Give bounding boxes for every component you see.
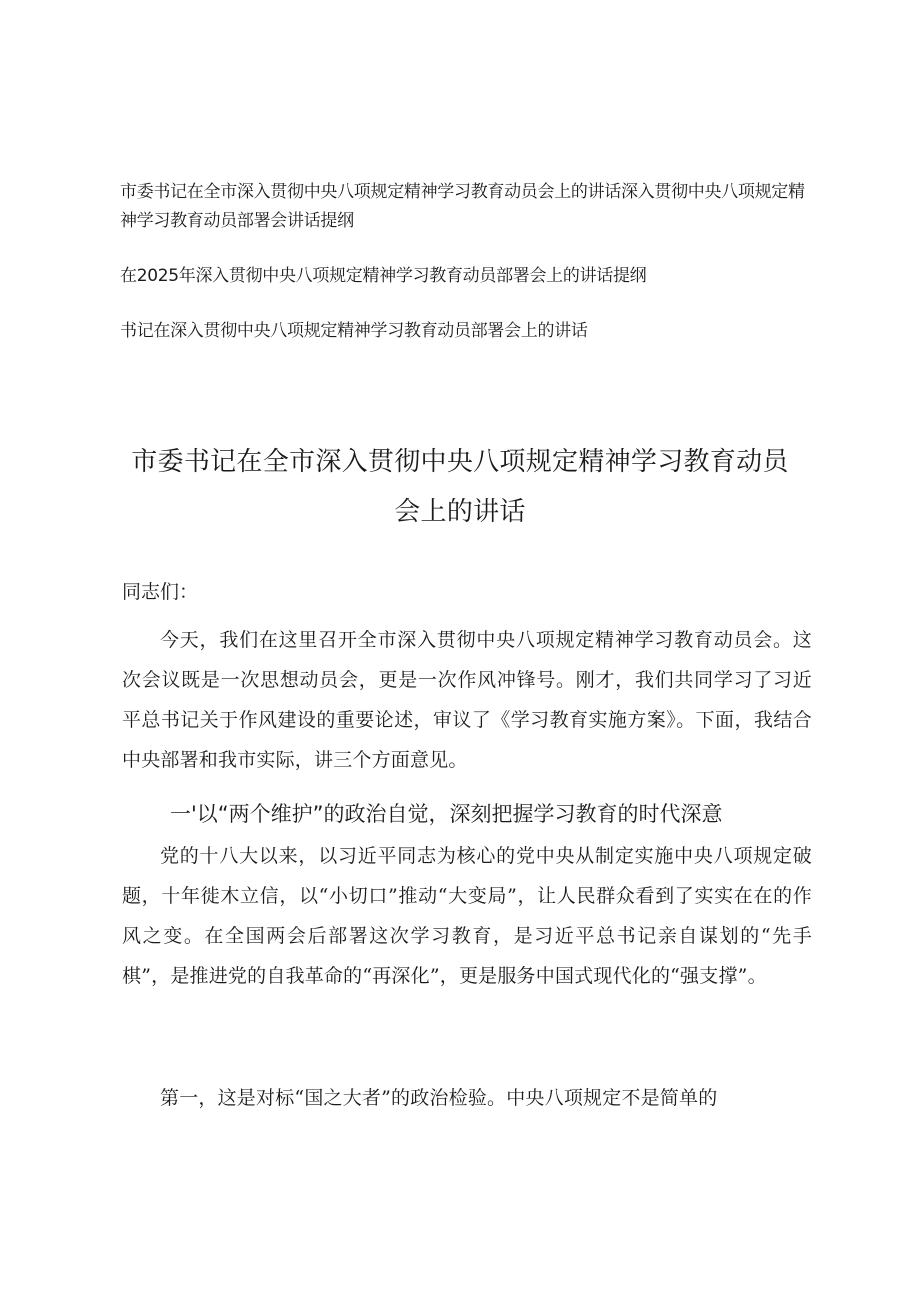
section-heading: 一'以“两个维护”的政治自觉，深刻把握学习教育的时代深意 [170, 802, 723, 826]
toc-item: 市委书记在全市深入贯彻中央八项规定精神学习教育动员会上的讲话深入贯彻中央八项规定精神学习教育动员部署会讲话提纲 [120, 182, 805, 231]
document-title: 市委书记在全市深入贯彻中央八项规定精神学习教育动员会上的讲话 [131, 447, 789, 527]
body-paragraph: 今天，我们在这里召开全市深入贯彻中央八项规定精神学习教育动员会。这次会议既是一次思想动员会，更是一次作风冲锋号。刚才，我们共同学习了习近平总书记关于作风建设的重要论述，审议了《学习教育实施方案》。下面，我结合中央部署和我市实际，讲三个方面意见。 [122, 629, 812, 771]
toc-item: 在2025年深入贯彻中央八项规定精神学习教育动员部署会上的讲话提纲 [120, 266, 647, 286]
salutation: 同志们： [122, 581, 199, 603]
body-paragraph: 党的十八大以来，以习近平同志为核心的党中央从制定实施中央八项规定破题，十年徙木立信，以“小切口”推动“大变局”，让人民群众看到了实实在在的作风之变。在全国两会后部署这次学习教育，是习近平总书记亲自谋划的“先手棋”，是推进党的自我革命的“再深化”，更是服务中国式现代化的“强支撑”。 [122, 845, 812, 987]
toc-item: 书记在深入贯彻中央八项规定精神学习教育动员部署会上的讲话 [120, 321, 588, 341]
body-paragraph: 第一，这是对标“国之大者”的政治检验。中央八项规定不是简单的 [160, 1087, 718, 1109]
table-of-contents [120, 178, 810, 372]
